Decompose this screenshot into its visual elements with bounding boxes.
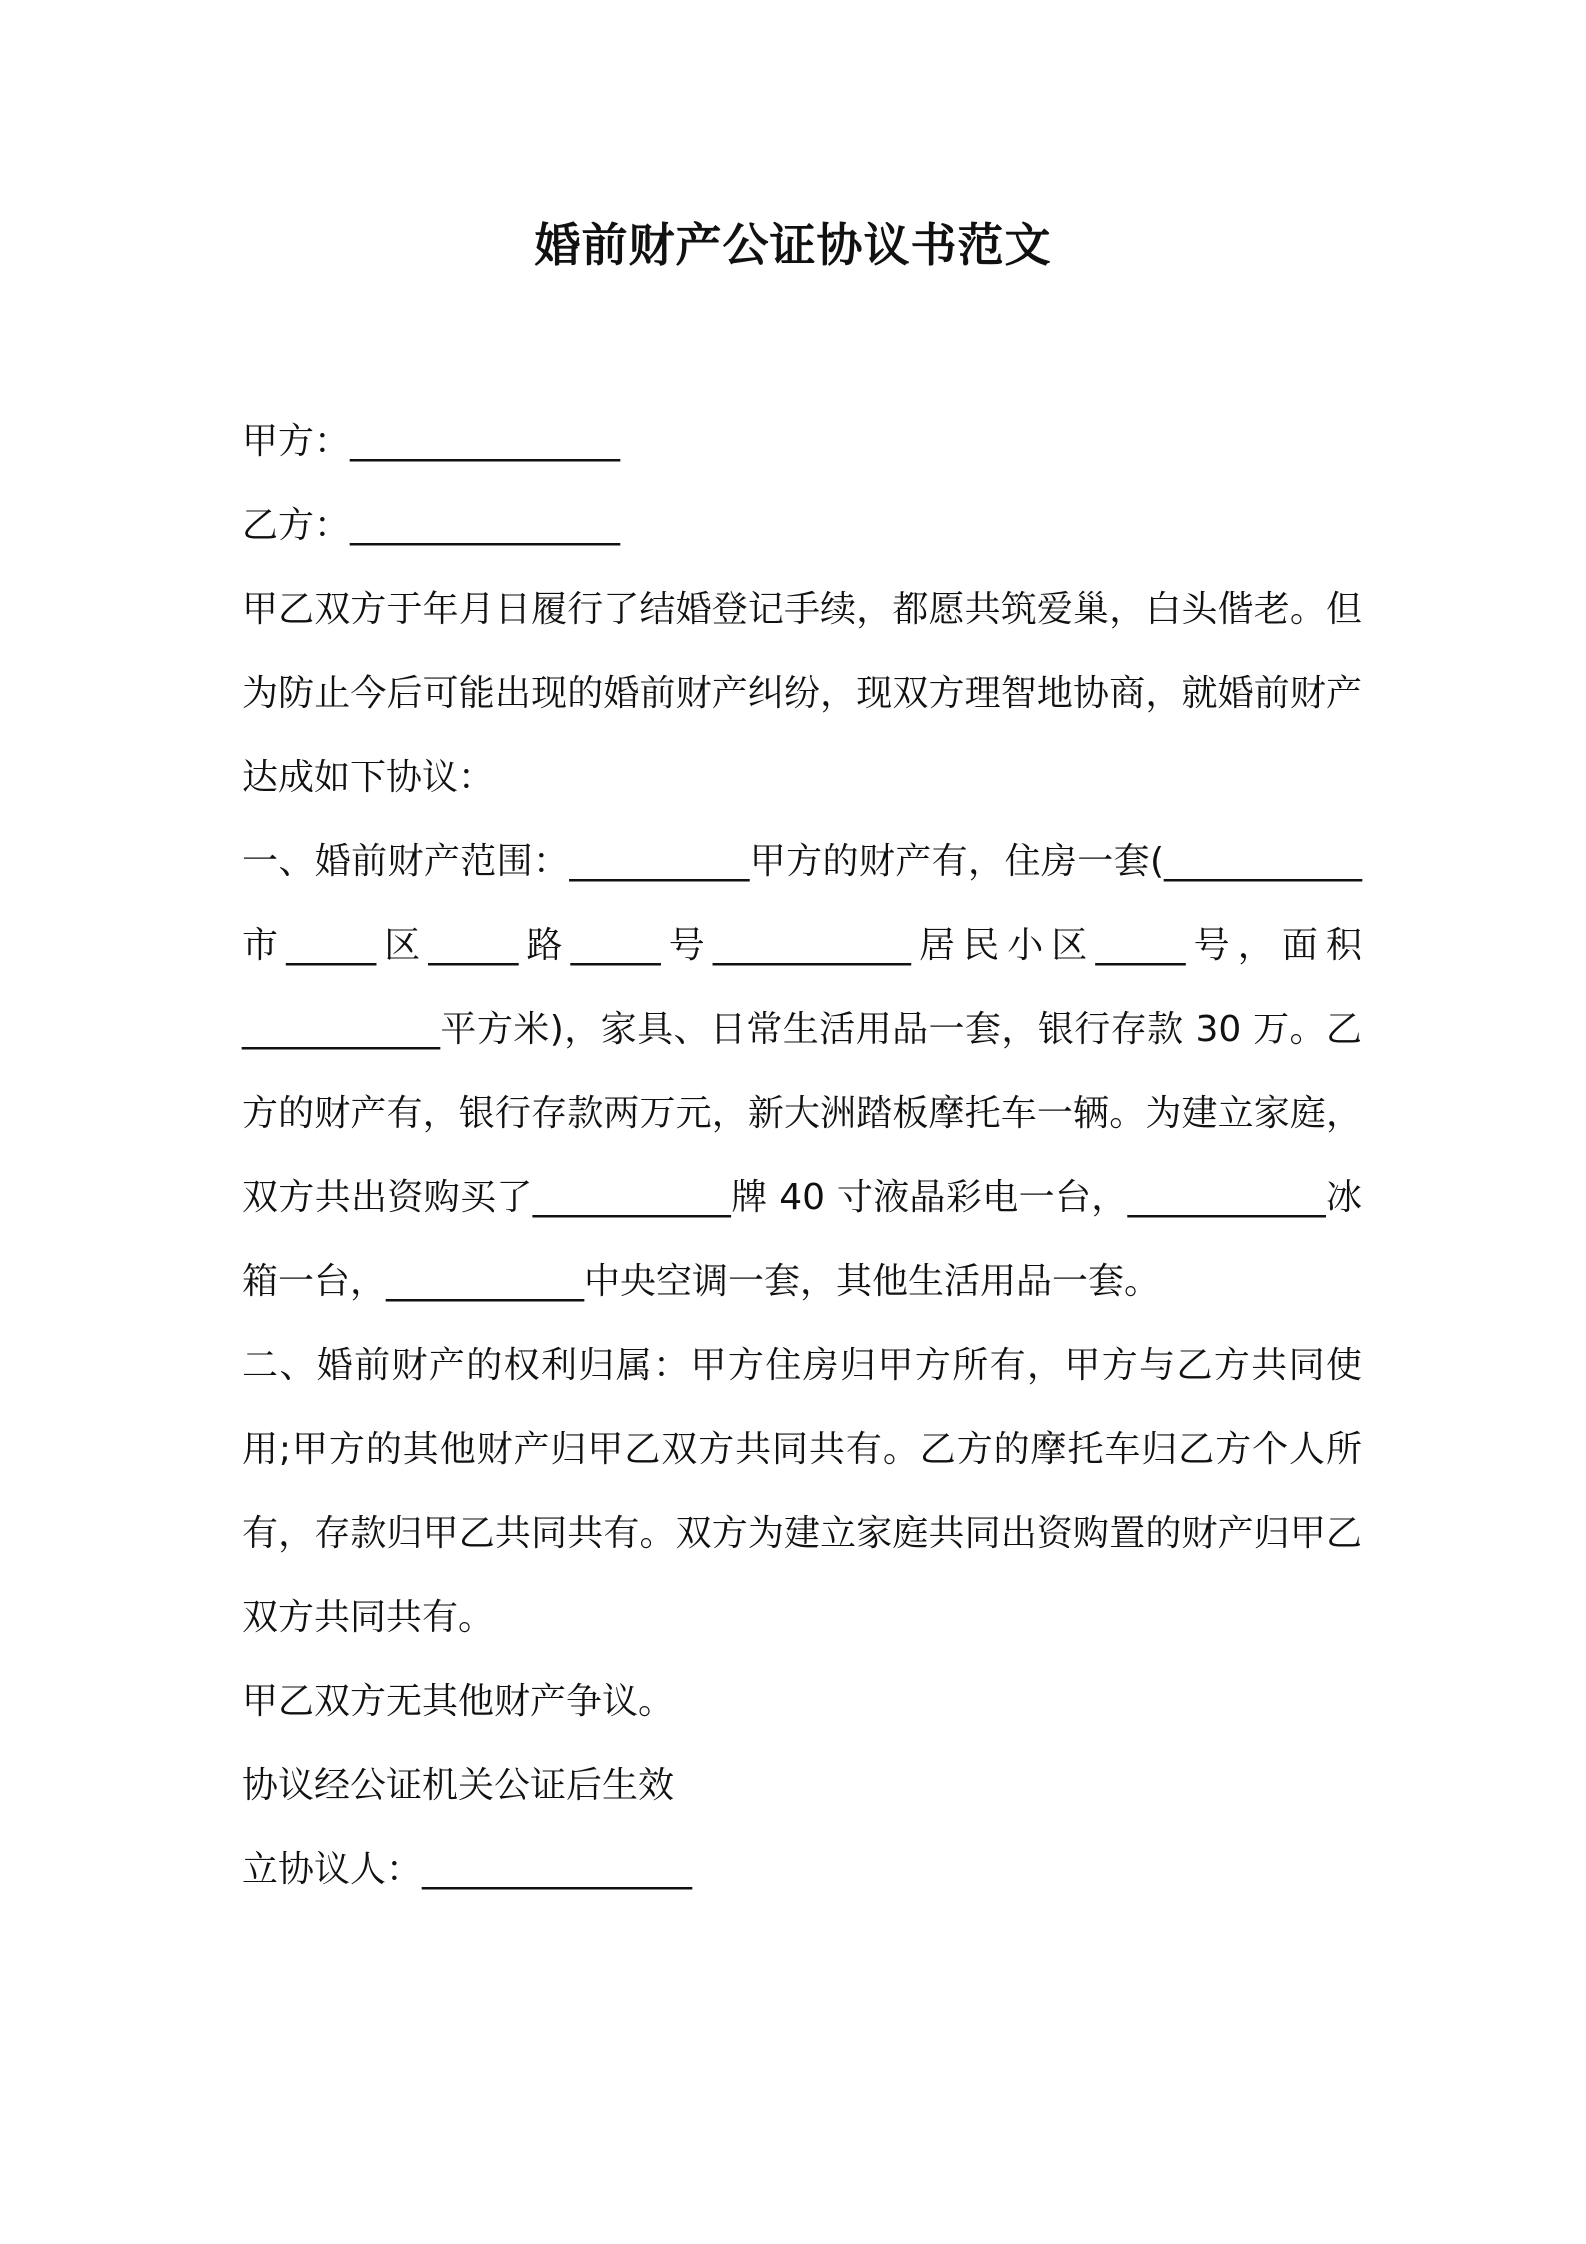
party-a-line: 甲方：_______________ bbox=[242, 421, 621, 462]
document-title: 婚前财产公证协议书范文 bbox=[534, 218, 1052, 272]
no-dispute-line: 甲乙双方无其他财产争议。 bbox=[242, 1681, 675, 1722]
intro-paragraph: 甲乙双方于年月日履行了结婚登记手续，都愿共筑爱巢，白头偕老。但为防止今后可能出现的婚前财产纠纷，现双方理智地协商，就婚前财产达成如下协议： bbox=[242, 589, 1362, 798]
document-body bbox=[242, 400, 1362, 1912]
signatory-line: 立协议人：_______________ bbox=[242, 1849, 693, 1890]
effective-line: 协议经公证机关公证后生效 bbox=[242, 1765, 675, 1806]
section-2-paragraph: 二、婚前财产的权利归属：甲方住房归甲方所有，甲方与乙方共同使用;甲方的其他财产归甲乙双方共同共有。乙方的摩托车归乙方个人所有，存款归甲乙共同共有。双方为建立家庭共同出资购置的财产归甲乙双方共同共有。 bbox=[242, 1345, 1362, 1638]
party-b-line: 乙方：_______________ bbox=[242, 505, 621, 546]
section-1-paragraph: 一、婚前财产范围：__________甲方的财产有，住房一套(___________市_____区_____路_____号___________居民小区_____号，面积___________平方米)，家具、日常生活用品一套，银行存款 30 万。乙方的财产有，银行存款两万元，新大洲踏板摩托车一辆。为建立家庭，双方共出资购买了___________牌 40 寸液晶彩电一台，___________冰箱一台，___________中央空调一套，其他生活用品一套。 bbox=[242, 841, 1362, 1302]
